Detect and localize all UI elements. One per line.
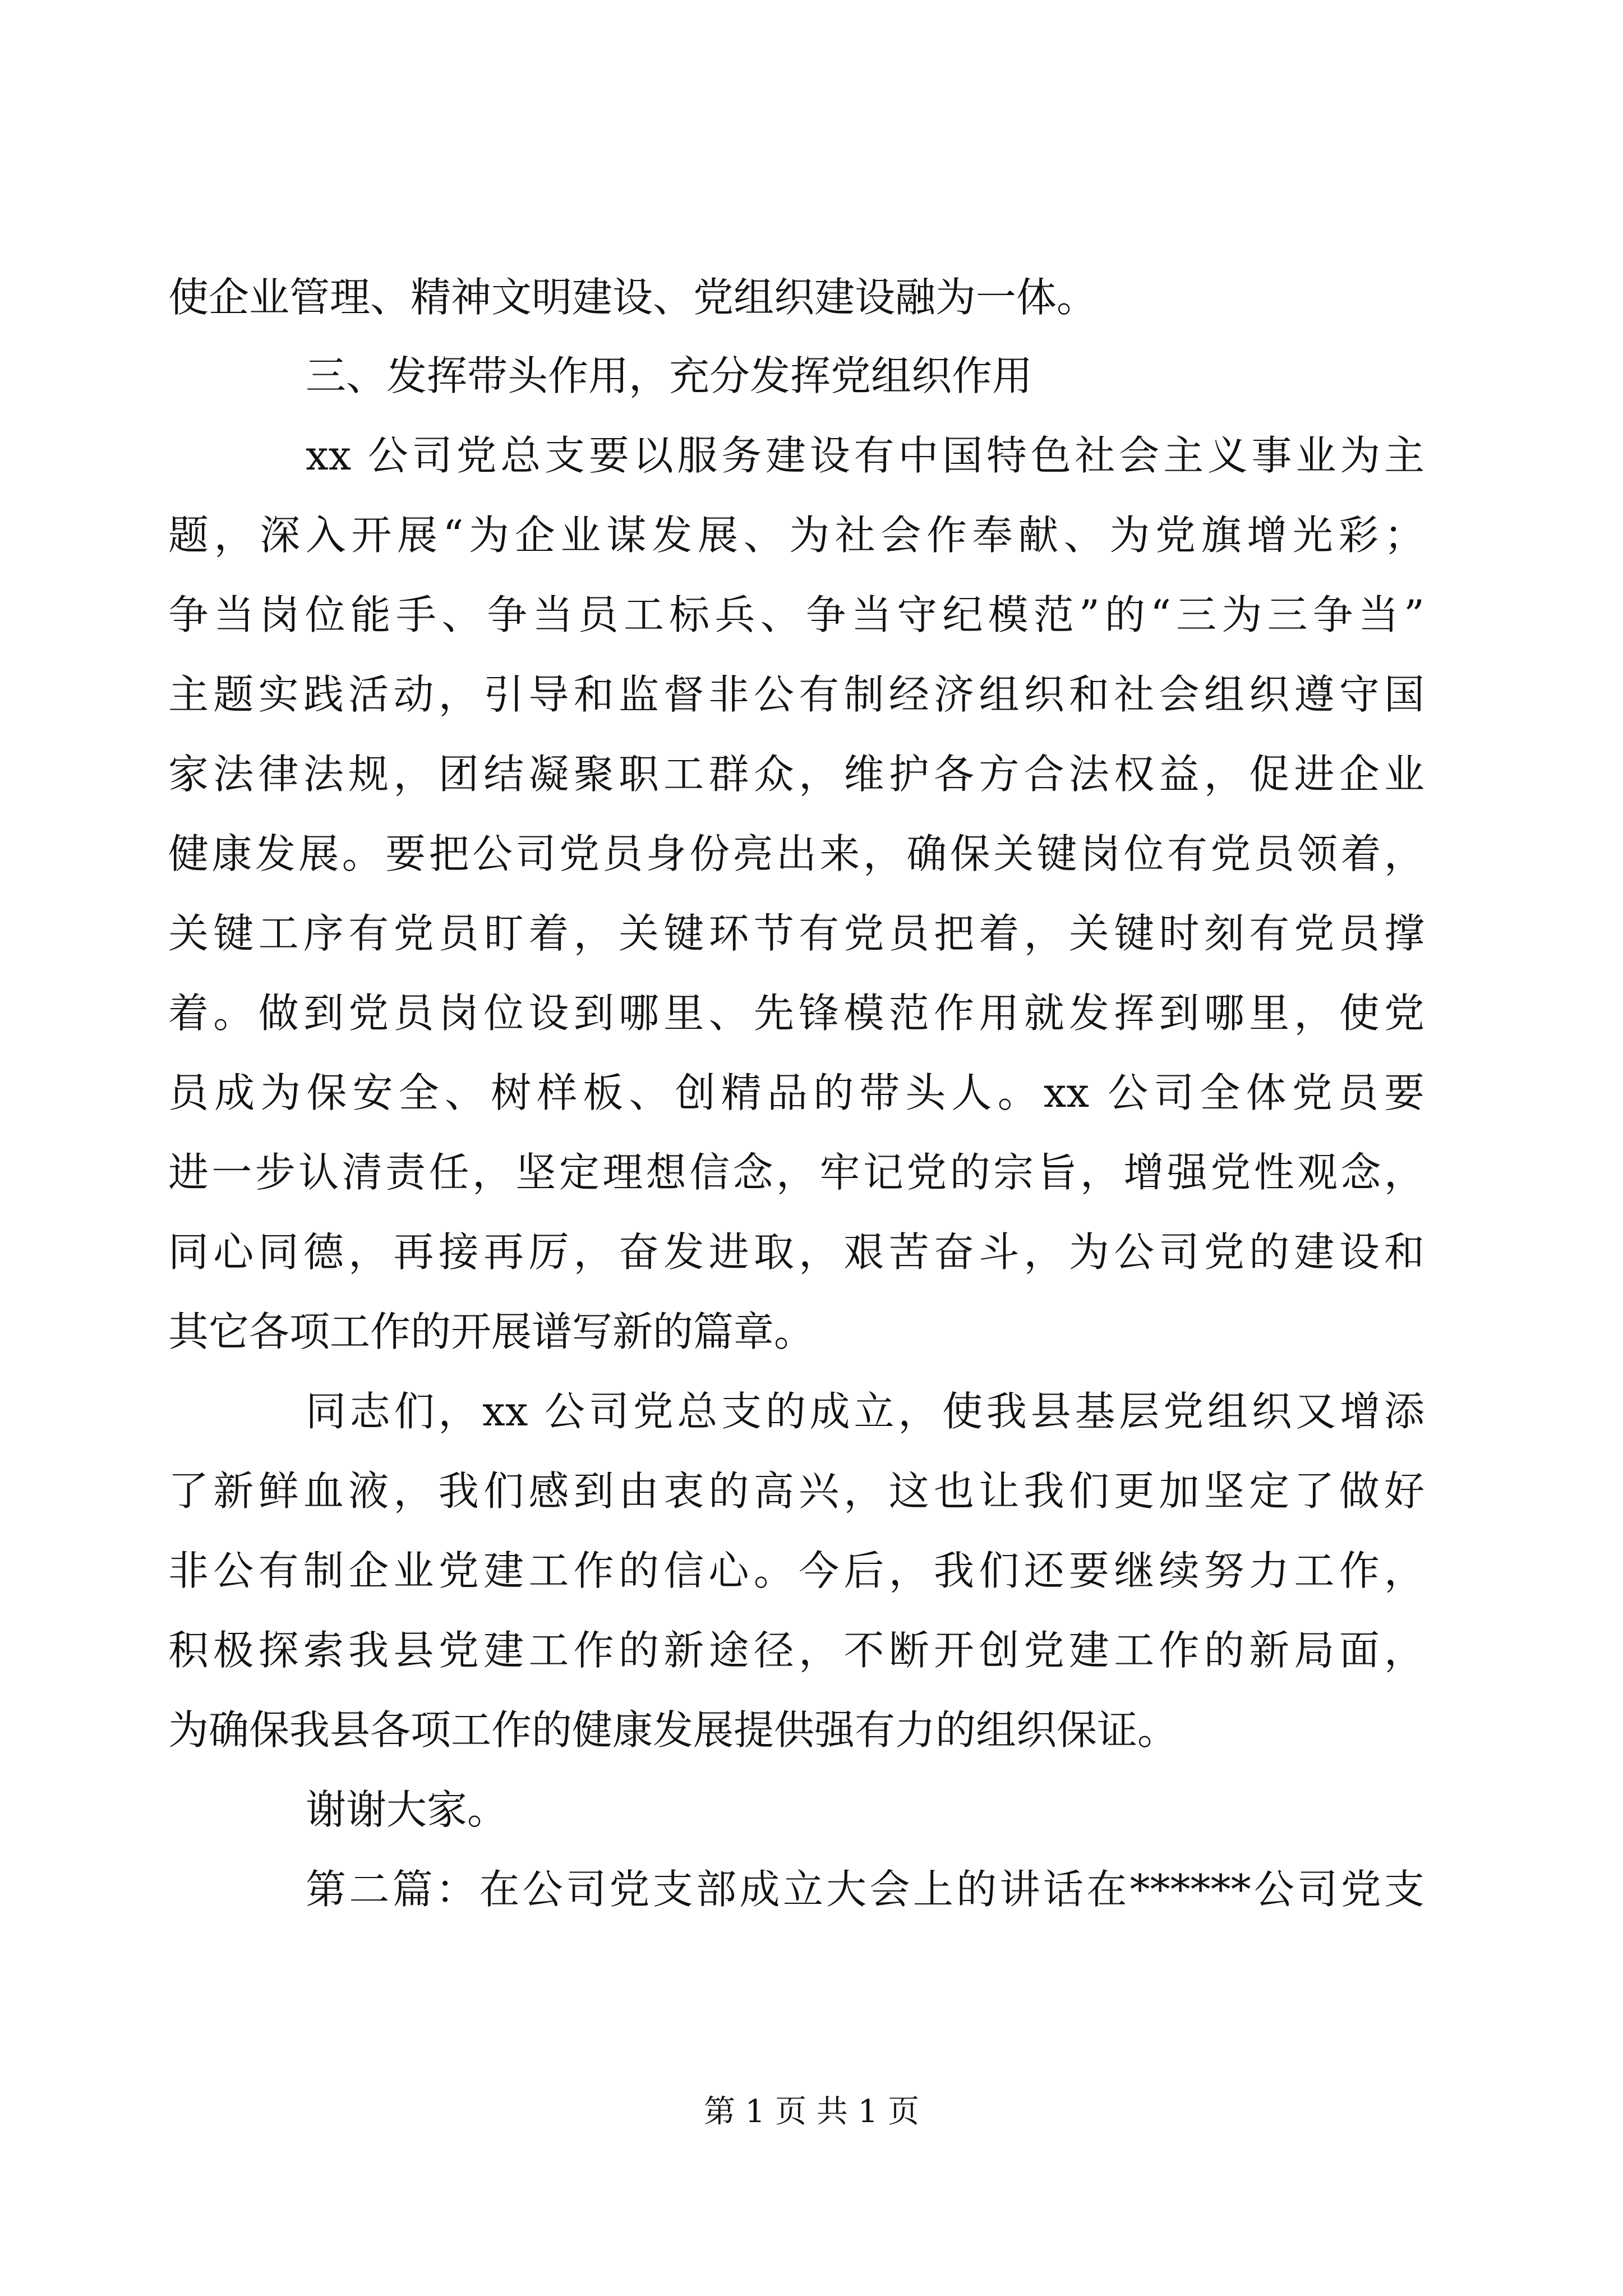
page-footer: 第 1 页 共 1 页 bbox=[703, 2093, 920, 2130]
text-line: 其它各项工作的开展谱写新的篇章。 bbox=[168, 1308, 815, 1355]
text-line: 了新鲜血液，我们感到由衷的高兴，这也让我们更加坚定了做好 bbox=[168, 1467, 1424, 1515]
text-line: 同志们，xx 公司党总支的成立，使我县基层党组织又增添 bbox=[306, 1388, 1424, 1435]
closing-line: 谢谢大家。 bbox=[306, 1786, 508, 1833]
text-line: 第二篇：在公司党支部成立大会上的讲话在******公司党支 bbox=[306, 1866, 1424, 1913]
text-line: 题，深入开展“为企业谋发展、为社会作奉献、为党旗增光彩； bbox=[168, 512, 1424, 559]
text-line: xx 公司党总支要以服务建设有中国特色社会主义事业为主 bbox=[306, 432, 1424, 479]
text-line: 争当岗位能手、争当员工标兵、争当守纪模范”的“三为三争当” bbox=[168, 591, 1424, 638]
text-line: 使企业管理、精神文明建设、党组织建设融为一体。 bbox=[168, 274, 1098, 321]
text-line: 关键工序有党员盯着，关键环节有党员把着，关键时刻有党员撑 bbox=[168, 910, 1424, 957]
text-line: 积极探索我县党建工作的新途径，不断开创党建工作的新局面， bbox=[168, 1627, 1424, 1674]
text-line: 非公有制企业党建工作的信心。今后，我们还要继续努力工作， bbox=[168, 1547, 1424, 1594]
text-line: 健康发展。要把公司党员身份亮出来，确保关键岗位有党员领着， bbox=[168, 830, 1424, 877]
text-line: 家法律法规，团结凝聚职工群众，维护各方合法权益，促进企业 bbox=[168, 751, 1424, 798]
text-line: 同心同德，再接再厉，奋发进取，艰苦奋斗，为公司党的建设和 bbox=[168, 1228, 1424, 1276]
text-line: 员成为保安全、树样板、创精品的带头人。xx 公司全体党员要 bbox=[168, 1069, 1424, 1116]
text-line: 主题实践活动，引导和监督非公有制经济组织和社会组织遵守国 bbox=[168, 671, 1424, 718]
section-heading: 三、发挥带头作用，充分发挥党组织作用 bbox=[306, 352, 1033, 399]
text-line: 为确保我县各项工作的健康发展提供强有力的组织保证。 bbox=[168, 1706, 1178, 1754]
text-line: 着。做到党员岗位设到哪里、先锋模范作用就发挥到哪里，使党 bbox=[168, 990, 1424, 1037]
text-line: 进一步认清责任，坚定理想信念，牢记党的宗旨，增强党性观念， bbox=[168, 1149, 1424, 1196]
